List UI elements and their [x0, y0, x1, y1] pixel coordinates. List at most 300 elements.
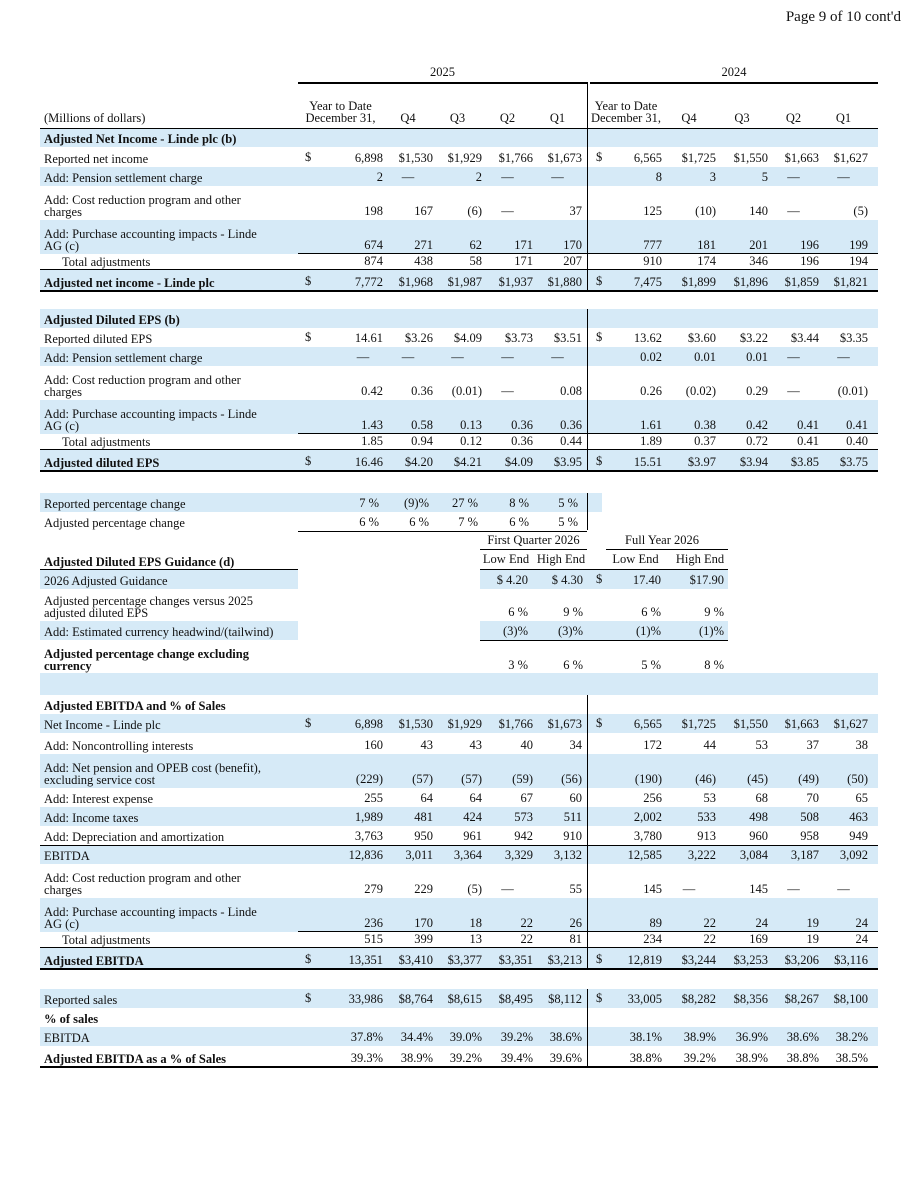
guidance-subheader: High End	[536, 552, 586, 566]
rule-line	[40, 947, 878, 948]
table-cell: 13,351	[348, 953, 383, 967]
table-cell: 1.89	[640, 434, 662, 448]
table-cell: 0.36	[411, 384, 433, 398]
table-cell: —	[401, 350, 415, 364]
table-cell: 38.9%	[683, 1030, 716, 1044]
dollar-sign: $	[596, 150, 603, 164]
table-cell: —	[787, 170, 800, 184]
table-cell: 38	[855, 738, 868, 752]
table-cell: —	[401, 170, 415, 184]
table-cell: 674	[364, 238, 383, 252]
table-cell: $4.20	[404, 455, 433, 469]
row-label: Add: Pension settlement charge	[44, 171, 203, 185]
table-cell: 9 %	[704, 605, 724, 619]
column-header: Q4	[681, 111, 697, 125]
row-label: Adjusted diluted EPS	[44, 456, 160, 470]
table-cell: $3.73	[504, 331, 533, 345]
guidance-group-header: First Quarter 2026	[487, 533, 580, 547]
guidance-subheader: Low End	[482, 552, 530, 566]
table-cell: 0.42	[361, 384, 383, 398]
table-cell: $3,206	[784, 953, 819, 967]
table-cell: 16.46	[354, 455, 383, 469]
table-cell: 89	[649, 916, 662, 930]
table-cell: 207	[563, 254, 582, 268]
table-cell: 0.13	[460, 418, 482, 432]
table-cell: 44	[703, 738, 716, 752]
table-cell: 198	[364, 204, 383, 218]
table-cell: 12,819	[627, 953, 662, 967]
table-cell: $1,821	[833, 275, 868, 289]
column-header: Q3	[734, 111, 750, 125]
rule-line	[40, 569, 298, 570]
table-row	[40, 254, 878, 270]
table-cell: 64	[469, 791, 482, 805]
table-cell: 3,329	[504, 848, 533, 862]
table-cell: $ 4.20	[496, 573, 528, 587]
row-label: Adjusted EBITDA	[44, 954, 144, 968]
table-cell: 43	[420, 738, 433, 752]
table-cell: (46)	[695, 772, 716, 786]
table-cell: 33,005	[627, 992, 662, 1006]
table-cell: 33,986	[348, 992, 383, 1006]
row-label: Add: Net pension and OPEB cost (benefit), excluding service cost	[44, 761, 261, 787]
table-cell: 67	[520, 791, 533, 805]
table-cell: —	[551, 170, 564, 184]
table-row	[40, 309, 878, 328]
table-row	[40, 220, 878, 254]
table-cell: 438	[414, 254, 433, 268]
table-cell: $3.85	[790, 455, 819, 469]
reconciliation-table	[40, 0, 878, 1188]
table-cell: $4.09	[504, 455, 533, 469]
table-row	[40, 1008, 878, 1027]
table-cell: 201	[749, 238, 768, 252]
table-row	[40, 864, 878, 898]
table-cell: 3,364	[453, 848, 482, 862]
table-cell: 6 %	[508, 605, 528, 619]
table-cell: 39.3%	[350, 1051, 383, 1065]
table-row	[40, 450, 878, 471]
row-label: Reported percentage change	[44, 497, 186, 511]
table-cell: 38.6%	[549, 1030, 582, 1044]
table-cell: —	[501, 204, 514, 218]
table-cell: 37	[806, 738, 819, 752]
table-cell: 38.2%	[835, 1030, 868, 1044]
table-cell: 196	[800, 238, 819, 252]
table-cell: $4.21	[453, 455, 482, 469]
table-cell: 8	[655, 170, 662, 184]
table-cell: (1)%	[699, 624, 724, 638]
table-cell: $3.60	[687, 331, 716, 345]
row-label: Reported net income	[44, 152, 149, 166]
dollar-sign: $	[305, 454, 312, 468]
table-cell: 6 %	[641, 605, 661, 619]
table-cell: 3,092	[839, 848, 868, 862]
table-cell: —	[787, 350, 800, 364]
rule-line	[40, 470, 878, 472]
dollar-sign: $	[596, 991, 603, 1005]
row-label: % of sales	[44, 1012, 99, 1026]
table-cell: 70	[806, 791, 819, 805]
table-cell: 1.85	[361, 434, 383, 448]
table-cell: 0.41	[846, 418, 868, 432]
table-cell: 39.6%	[549, 1051, 582, 1065]
row-label: Adjusted net income - Linde plc	[44, 276, 215, 290]
table-cell: 53	[755, 738, 768, 752]
table-cell: 169	[749, 932, 768, 946]
rule-line	[298, 253, 878, 254]
table-cell: $1,968	[398, 275, 433, 289]
guidance-group-header: Full Year 2026	[625, 533, 699, 547]
row-label: Adjusted Diluted EPS Guidance (d)	[44, 555, 235, 569]
table-cell: 38.9%	[735, 1051, 768, 1065]
table-cell: —	[837, 882, 850, 896]
column-header: Q2	[499, 111, 516, 125]
guidance-row	[40, 621, 878, 640]
table-cell: (190)	[634, 772, 662, 786]
table-cell: 9 %	[563, 605, 583, 619]
table-cell: $8,615	[447, 992, 482, 1006]
table-cell: 6,898	[354, 151, 383, 165]
table-cell: 5	[761, 170, 768, 184]
table-cell: $3,377	[447, 953, 482, 967]
table-cell: 160	[364, 738, 383, 752]
table-cell: 7 %	[359, 496, 379, 510]
table-cell: $1,673	[547, 717, 582, 731]
table-cell: 196	[800, 254, 819, 268]
table-row	[40, 826, 878, 845]
table-cell: 170	[414, 916, 433, 930]
table-cell: 0.02	[640, 350, 662, 364]
table-cell: (9)%	[404, 496, 429, 510]
guidance-row	[40, 551, 878, 570]
table-cell: $1,530	[398, 151, 433, 165]
row-label: Add: Pension settlement charge	[44, 351, 203, 365]
dollar-sign: $	[305, 952, 312, 966]
table-cell: 170	[563, 238, 582, 252]
table-cell: 38.6%	[786, 1030, 819, 1044]
table-cell: 271	[414, 238, 433, 252]
table-cell: 22	[703, 916, 716, 930]
table-cell: 13.62	[633, 331, 662, 345]
table-cell: $8,100	[833, 992, 868, 1006]
table-cell: 171	[514, 254, 533, 268]
table-cell: 0.29	[746, 384, 768, 398]
table-cell: 15.51	[633, 455, 662, 469]
table-row	[40, 1046, 878, 1067]
rule-line	[298, 433, 878, 434]
table-cell: $8,267	[784, 992, 819, 1006]
table-cell: 0.94	[411, 434, 433, 448]
table-cell: $1,663	[784, 151, 819, 165]
table-cell: 64	[420, 791, 433, 805]
table-cell: (3)%	[558, 624, 583, 638]
table-cell: 34	[569, 738, 582, 752]
table-cell: 37.8%	[350, 1030, 383, 1044]
table-cell: 3 %	[508, 658, 528, 672]
rule-line	[40, 845, 878, 846]
table-row	[40, 400, 878, 434]
table-cell: 910	[643, 254, 662, 268]
table-cell: 255	[364, 791, 383, 805]
table-cell: $3.75	[839, 455, 868, 469]
table-cell: $8,495	[498, 992, 533, 1006]
table-cell: 13	[469, 932, 482, 946]
table-cell: 0.01	[746, 350, 768, 364]
table-cell: (57)	[461, 772, 482, 786]
table-cell: (10)	[695, 204, 716, 218]
table-cell: 65	[855, 791, 868, 805]
table-cell: 58	[469, 254, 482, 268]
table-cell: 17.40	[632, 573, 661, 587]
table-cell: —	[682, 882, 696, 896]
table-cell: (50)	[847, 772, 868, 786]
row-label: Total adjustments	[62, 435, 151, 449]
table-cell: 27 %	[451, 496, 478, 510]
row-label: Add: Income taxes	[44, 811, 139, 825]
table-cell: $1,859	[784, 275, 819, 289]
table-cell: —	[501, 170, 514, 184]
year-header: 2024	[721, 65, 747, 79]
table-cell: 5 %	[558, 515, 578, 529]
table-cell: $1,627	[833, 151, 868, 165]
table-cell: 0.36	[560, 418, 582, 432]
rule-line	[587, 82, 588, 129]
row-label: Adjusted Diluted EPS (b)	[44, 313, 180, 327]
table-cell: 910	[563, 829, 582, 843]
dollar-sign: $	[305, 330, 312, 344]
table-cell: $3,351	[498, 953, 533, 967]
table-cell: $1,987	[447, 275, 482, 289]
table-cell: 3,011	[405, 848, 433, 862]
table-cell: 43	[469, 738, 482, 752]
table-cell: 2,002	[633, 810, 662, 824]
row-label: Adjusted percentage changes versus 2025 adjusted diluted EPS	[44, 594, 253, 620]
dollar-sign: $	[305, 274, 312, 288]
table-cell: 2	[376, 170, 383, 184]
table-cell: 7,475	[633, 275, 662, 289]
table-cell: 55	[569, 882, 582, 896]
table-cell: 22	[703, 932, 716, 946]
table-cell: 38.8%	[629, 1051, 662, 1065]
table-cell: —	[451, 350, 464, 364]
table-cell: 424	[463, 810, 482, 824]
table-cell: —	[356, 350, 370, 364]
table-row	[40, 845, 878, 864]
table-cell: 60	[569, 791, 582, 805]
table-cell: (49)	[798, 772, 819, 786]
table-row	[40, 989, 878, 1008]
table-row	[40, 754, 878, 788]
table-cell: $3.26	[404, 331, 433, 345]
table-cell: 279	[364, 882, 383, 896]
table-cell: 24	[855, 916, 868, 930]
table-cell: $1,530	[398, 717, 433, 731]
table-cell: —	[787, 204, 800, 218]
table-cell: 22	[520, 932, 533, 946]
table-cell: 0.40	[846, 434, 868, 448]
table-cell: 399	[414, 932, 433, 946]
rule-line	[587, 309, 588, 470]
table-cell: (56)	[561, 772, 582, 786]
row-label: EBITDA	[44, 1031, 90, 1045]
table-cell: $3.95	[553, 455, 582, 469]
table-cell: (45)	[747, 772, 768, 786]
table-cell: 0.72	[746, 434, 768, 448]
row-label: Total adjustments	[62, 933, 151, 947]
table-cell: —	[501, 384, 514, 398]
table-row	[40, 347, 878, 366]
table-cell: (0.01)	[451, 384, 482, 398]
units-label: (Millions of dollars)	[44, 111, 146, 125]
table-cell: 0.44	[560, 434, 582, 448]
row-label: Reported sales	[44, 993, 118, 1007]
table-cell: 3,222	[687, 848, 716, 862]
table-cell: 1.61	[640, 418, 662, 432]
rule-line	[606, 549, 728, 550]
table-cell: 533	[697, 810, 716, 824]
table-cell: 0.38	[694, 418, 716, 432]
table-cell: 0.36	[511, 434, 533, 448]
table-cell: 38.5%	[835, 1051, 868, 1065]
table-cell: 34.4%	[400, 1030, 433, 1044]
row-label: Reported diluted EPS	[44, 332, 153, 346]
table-cell: —	[787, 384, 800, 398]
table-cell: $3,410	[398, 953, 433, 967]
table-cell: $3,253	[733, 953, 768, 967]
table-row	[40, 807, 878, 826]
table-cell: $3.22	[739, 331, 768, 345]
table-cell: $3.51	[553, 331, 582, 345]
dollar-sign: $	[596, 454, 603, 468]
dollar-sign: $	[305, 991, 312, 1005]
table-row	[40, 493, 878, 512]
table-row	[40, 733, 878, 754]
table-row	[40, 948, 878, 969]
table-cell: 7,772	[354, 275, 383, 289]
table-cell: 167	[414, 204, 433, 218]
table-cell: 3,780	[633, 829, 662, 843]
table-cell: 1,989	[354, 810, 383, 824]
table-cell: $1,725	[681, 717, 716, 731]
table-cell: 172	[643, 738, 662, 752]
table-cell: 511	[563, 810, 582, 824]
table-cell: $1,766	[498, 151, 533, 165]
year-header: 2025	[430, 65, 455, 79]
table-cell: $3.97	[687, 455, 716, 469]
table-cell: 19	[806, 916, 819, 930]
table-cell: $1,673	[547, 151, 582, 165]
table-cell: 18	[469, 916, 482, 930]
table-cell: 39.2%	[449, 1051, 482, 1065]
rule-line	[587, 493, 588, 530]
table-cell: 125	[643, 204, 662, 218]
table-cell: $8,356	[733, 992, 768, 1006]
page-number: Page 9 of 10 cont'd	[785, 9, 901, 25]
row-label: Adjusted percentage change	[44, 516, 185, 530]
table-cell: 874	[364, 254, 383, 268]
row-label: Add: Purchase accounting impacts - Linde AG (c)	[44, 905, 257, 931]
column-header: Q4	[400, 111, 416, 125]
column-header: Q1	[835, 111, 852, 125]
table-cell: 0.41	[797, 434, 819, 448]
table-cell: 346	[749, 254, 768, 268]
rule-line	[40, 968, 878, 970]
table-cell: 5 %	[558, 496, 578, 510]
table-cell: 1.43	[361, 418, 383, 432]
table-row	[40, 932, 878, 948]
table-cell: $1,937	[498, 275, 533, 289]
rule-line	[480, 549, 587, 550]
rule-line	[587, 989, 588, 1066]
table-cell: 6 %	[563, 658, 583, 672]
row-label: Add: Cost reduction program and other charges	[44, 373, 241, 399]
table-cell: $1,899	[681, 275, 716, 289]
rule-line	[587, 695, 588, 968]
rule-line	[40, 128, 878, 129]
table-row	[40, 366, 878, 400]
table-cell: —	[837, 350, 850, 364]
table-cell: 3,187	[790, 848, 819, 862]
table-cell: 961	[463, 829, 482, 843]
table-cell: 12,585	[627, 848, 662, 862]
table-cell: 913	[697, 829, 716, 843]
table-row	[40, 512, 878, 531]
table-cell: (5)	[467, 882, 482, 896]
column-header: Q1	[549, 111, 566, 125]
table-cell: 5 %	[641, 658, 661, 672]
dollar-sign: $	[596, 716, 603, 730]
table-cell: (5)	[853, 204, 868, 218]
table-cell: (3)%	[503, 624, 528, 638]
row-label: Add: Cost reduction program and other charges	[44, 193, 241, 219]
table-cell: 229	[414, 882, 433, 896]
table-cell: 199	[849, 238, 868, 252]
table-cell: 53	[703, 791, 716, 805]
guidance-row	[40, 589, 878, 621]
table-cell: 22	[520, 916, 533, 930]
table-cell: —	[837, 170, 850, 184]
table-cell: $1,929	[447, 717, 482, 731]
table-row	[40, 186, 878, 220]
table-cell: 0.58	[411, 418, 433, 432]
column-header: Year to Date December 31,	[305, 99, 376, 125]
table-cell: (0.01)	[837, 384, 868, 398]
table-cell: 6 %	[509, 515, 529, 529]
row-label: Add: Purchase accounting impacts - Linde AG (c)	[44, 227, 257, 253]
table-cell: 960	[749, 829, 768, 843]
rule-line	[298, 531, 587, 532]
row-label: Net Income - Linde plc	[44, 718, 161, 732]
table-cell: $1,880	[547, 275, 582, 289]
table-cell: 39.2%	[500, 1030, 533, 1044]
guidance-row	[40, 640, 878, 674]
table-cell: 3,763	[354, 829, 383, 843]
table-cell: 481	[414, 810, 433, 824]
column-header: Q2	[785, 111, 802, 125]
table-cell: $1,896	[733, 275, 768, 289]
table-row	[40, 328, 878, 347]
rule-line	[40, 1066, 878, 1068]
table-cell: 194	[849, 254, 868, 268]
table-cell: 777	[643, 238, 662, 252]
table-cell: 8 %	[509, 496, 529, 510]
row-label: Add: Cost reduction program and other charges	[44, 871, 241, 897]
table-cell: 19	[806, 932, 819, 946]
table-row	[40, 695, 878, 714]
table-cell: —	[501, 882, 514, 896]
table-row	[40, 898, 878, 932]
